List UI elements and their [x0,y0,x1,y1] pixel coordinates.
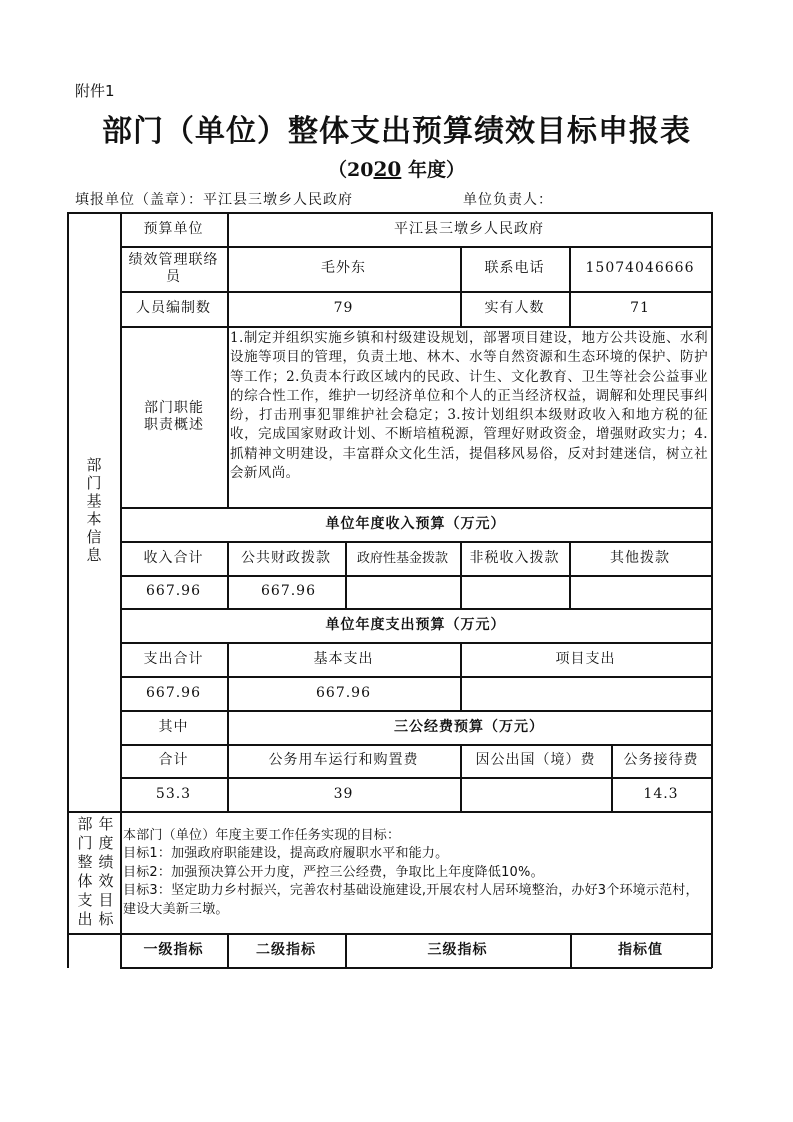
year-suffix: 年度） [407,159,465,181]
phone-label: 联系电话 [484,260,545,276]
goals-line: 目标3：坚定助力乡村振兴，完善农村基础设施建设,开展农村人居环境整治，办好3个环境示范村，建设大美新三墩。 [123,883,699,917]
goals-line: 本部门（单位）年度主要工作任务实现的目标： [123,828,401,843]
goals-label-col1: 部门整体支出 [77,815,93,928]
responsible-label: 单位负责人： [463,192,553,208]
table-border-left [67,212,69,968]
budget-unit-label: 预算单位 [143,220,204,237]
three-public-header: 合计 [158,752,189,768]
goals-line: 目标2：加强预决算公开力度，严控三公经费，争取比上年度降低10%。 [123,864,544,880]
row-line [67,811,712,813]
indicator-header-level2: 二级指标 [256,941,316,958]
goals-label-col2: 年度绩效目标 [98,815,114,928]
liaison-value: 毛外东 [321,260,366,276]
indicator-header-value: 指标值 [618,941,663,958]
income-header: 公共财政拨款 [241,549,331,566]
income-header: 政府性基金拨款 [356,550,448,566]
income-value [569,575,711,608]
liaison-label: 绩效管理联络员 [128,251,219,285]
three-public-header: 公务接待费 [623,752,699,768]
year-prefix: （20 [328,159,374,181]
income-value [460,575,569,608]
year-subtitle [0,155,793,182]
of-which-label: 其中 [158,718,189,735]
expense-value: 667.96 [146,684,201,701]
duties-label: 部门职能职责概述 [144,399,204,433]
income-header: 收入合计 [143,549,204,566]
staff-quota-label: 人员编制数 [136,300,211,316]
three-public-header: 公务用车运行和购置费 [268,752,419,768]
fill-unit-value: 平江县三墩乡人民政府 [203,192,353,208]
phone-value: 15074046666 [585,260,695,276]
budget-unit-value: 平江县三墩乡人民政府 [394,220,544,237]
expense-value [460,676,711,710]
year-underlined: 20 [373,157,402,181]
actual-staff-value: 71 [630,300,650,316]
three-public-value: 53.3 [155,785,192,802]
income-header: 非税收入拨款 [469,549,560,566]
income-header: 其他拨款 [610,549,670,566]
goals-line: 目标1：加强政府职能建设，提高政府履职水平和能力。 [123,846,449,862]
three-public-value [460,777,611,811]
three-public-title: 三公经费预算（万元） [394,718,544,735]
page-title: 部门（单位）整体支出预算绩效目标申报表 [102,114,691,149]
income-value: 667.96 [146,583,201,599]
duties-text: 1.制定并组织实施乡镇和村级建设规划，部署项目建设，地方公共设施、水利设施等项目的管理，负责土地、林木、水等自然资源和生态环境的保护、防护等工作；2.负责本行政区域内的民政、计生、文化教育、卫生等社会公益事业的综合性工作，维护一切经济单位和个人的正当经济权益，调解和处理民事纠纷，打击刑事犯罪维护社会稳定；3.按计划组织本级财政收入和地方税的征收，完成国家财政计划、不断培植税源，管理好财政资金，增强财政实力；4.抓精神文明建设，丰富群众文化生活，提倡移风易俗，反对封建迷信，树立社会新风尚。 [230,330,708,482]
expense-budget-title: 单位年度支出预算（万元） [325,616,506,633]
row-line [120,967,712,969]
expense-header: 支出合计 [143,650,204,667]
attachment-label: 附件1 [75,82,115,100]
expense-value: 667.96 [316,684,371,701]
expense-header: 基本支出 [313,650,374,667]
goals-text [123,827,711,919]
three-public-value: 14.3 [643,785,679,802]
three-public-value: 39 [333,785,354,802]
income-budget-title: 单位年度收入预算（万元） [325,515,506,532]
income-value [345,575,460,608]
row-line [120,326,712,328]
income-value: 667.96 [261,583,316,599]
actual-staff-label: 实有人数 [484,300,545,316]
indicator-header-level3: 三级指标 [427,941,488,958]
indicator-header-level1: 一级指标 [143,941,204,958]
fill-unit-label: 填报单位（盖章）： [75,192,203,208]
expense-header: 项目支出 [555,650,616,667]
staff-quota-value: 79 [333,300,354,316]
basic-info-section-label: 部门基本信息 [86,456,102,564]
fill-unit-line [75,189,353,209]
three-public-header: 因公出国（境）费 [475,752,596,768]
